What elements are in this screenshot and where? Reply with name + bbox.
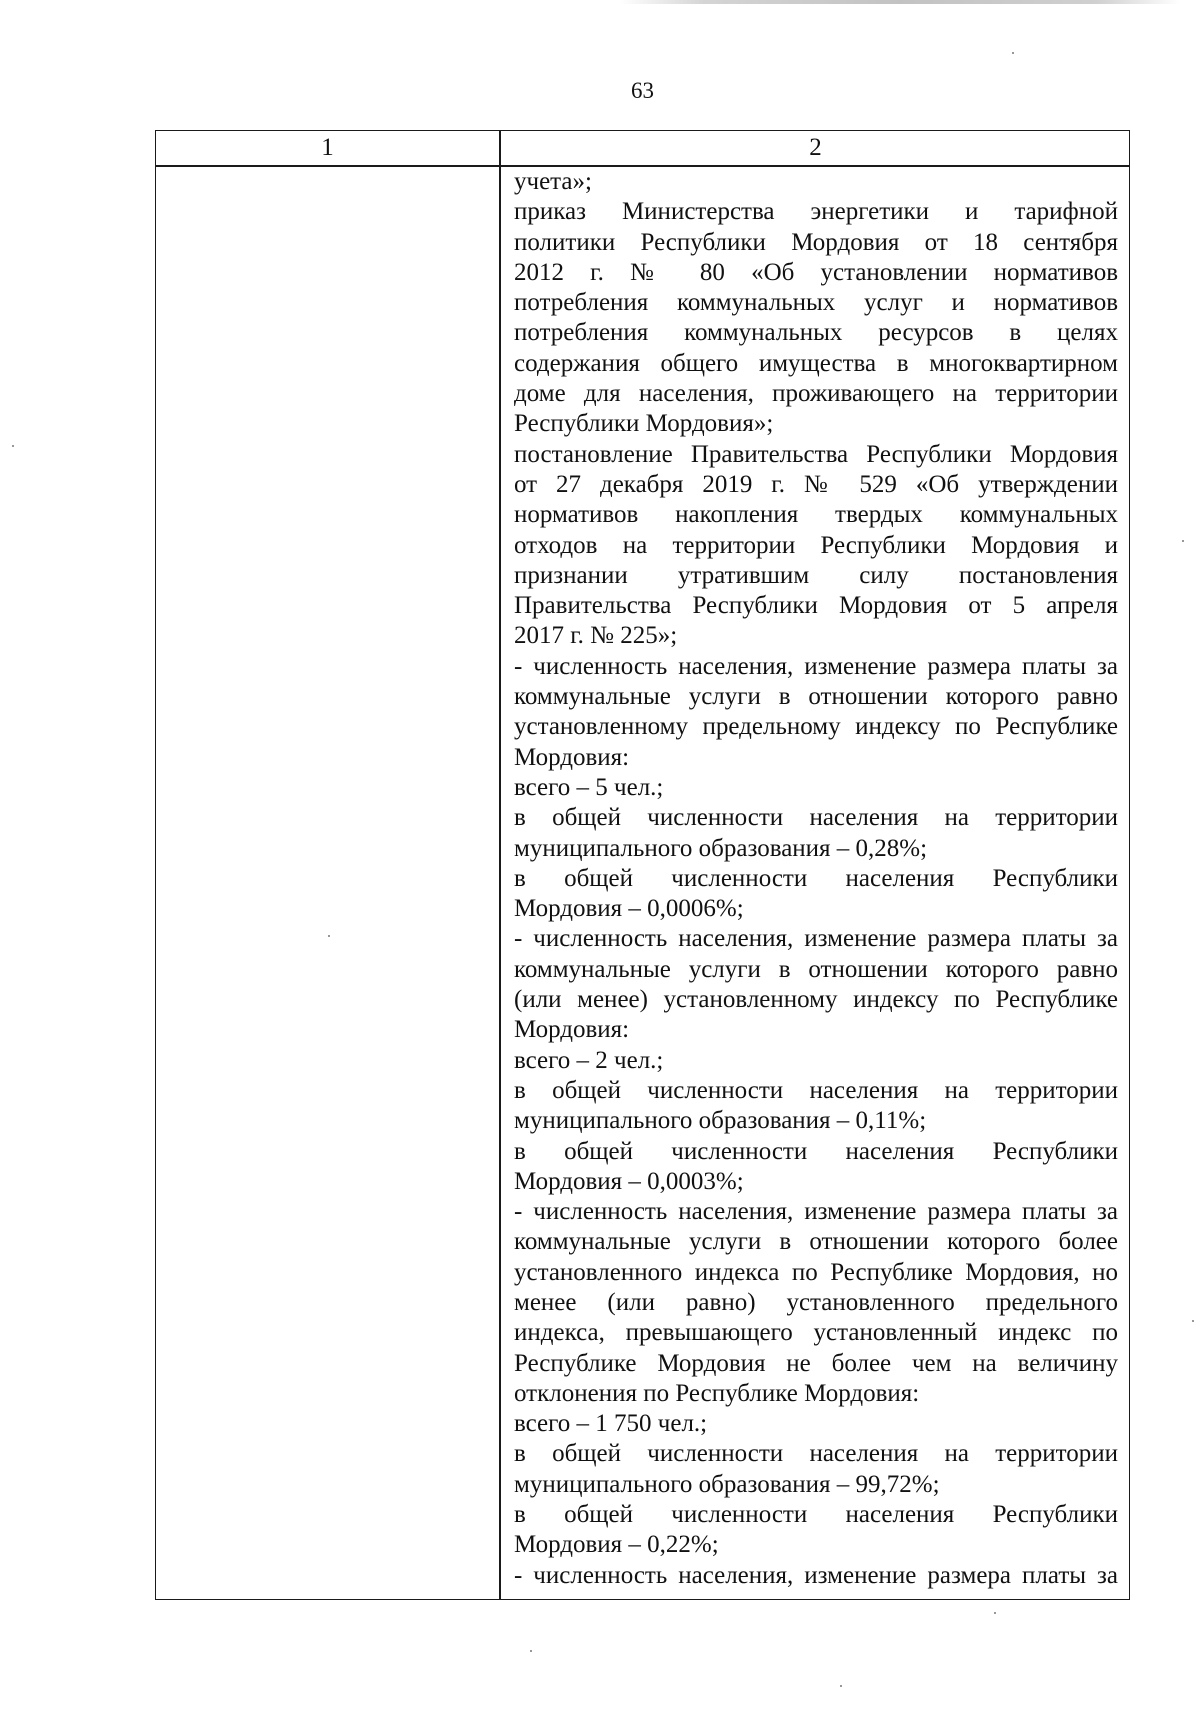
text-line: нормативов накопления твердых коммунальных — [514, 501, 1118, 529]
text-line: всего – 1 750 чел.; — [514, 1410, 708, 1438]
text-line: Правительства Республики Мордовия от 5 апреля — [514, 592, 1118, 620]
text-line: - численность населения, изменение размера платы за — [514, 925, 1118, 953]
table-cell-col-1 — [156, 167, 499, 1599]
text-line: муниципального образования – 99,72%; — [514, 1470, 940, 1498]
text-line: муниципального образования – 0,28%; — [514, 834, 928, 862]
text-line: - численность населения, изменение размера платы за — [514, 1561, 1118, 1589]
text-line: коммунальные услуги в отношении которого равно — [514, 683, 1118, 711]
text-line: Мордовия – 0,22%; — [514, 1531, 719, 1559]
table-cell-col-2 — [514, 167, 1118, 1599]
text-line: индекса, превышающего установленный индекс по — [514, 1319, 1118, 1347]
text-line: коммунальные услуги в отношении которого равно — [514, 955, 1118, 983]
text-line: Мордовия – 0,0003%; — [514, 1167, 744, 1195]
page-number: 63 — [631, 78, 654, 103]
text-line: отклонения по Республике Мордовия: — [514, 1379, 920, 1407]
text-line: потребления коммунальных услуг и нормативов — [514, 289, 1118, 317]
scan-speck — [12, 445, 14, 447]
scan-speck — [994, 1612, 996, 1614]
text-line: 2012 г. № 80 «Об установлении нормативов — [514, 258, 1118, 286]
text-line: менее (или равно) установленного предельного — [514, 1288, 1118, 1316]
text-line: в общей численности населения на территории — [514, 804, 1118, 832]
text-line: потребления коммунальных ресурсов в целях — [514, 319, 1118, 347]
text-line: Мордовия: — [514, 1016, 630, 1044]
text-line: постановление Правительства Республики Мордовия — [514, 440, 1118, 468]
scan-speck — [530, 1650, 532, 1652]
scan-speck — [1012, 52, 1014, 54]
text-line: содержания общего имущества в многоквартирном — [514, 349, 1118, 377]
table-header-col-2: 2 — [809, 134, 822, 161]
text-line: - численность населения, изменение размера платы за — [514, 652, 1118, 680]
text-line: в общей численности населения Республики — [514, 1137, 1118, 1165]
scan-speck — [328, 935, 330, 937]
text-line: в общей численности населения на территории — [514, 1440, 1118, 1468]
table-header-col-1: 1 — [321, 134, 334, 161]
text-line: установленному предельному индексу по Республике — [514, 713, 1118, 741]
text-line: - численность населения, изменение размера платы за — [514, 1198, 1118, 1226]
scan-speck — [840, 1685, 842, 1687]
text-line: (или менее) установленному индексу по Республике — [514, 986, 1118, 1014]
text-line: всего – 2 чел.; — [514, 1046, 664, 1074]
text-line: муниципального образования – 0,11%; — [514, 1107, 927, 1135]
text-line: коммунальные услуги в отношении которого более — [514, 1228, 1118, 1256]
text-line: в общей численности населения на территории — [514, 1076, 1118, 1104]
document-table — [155, 130, 1130, 1600]
text-line: установленного индекса по Республике Мордовия, но — [514, 1258, 1118, 1286]
text-line: в общей численности населения Республики — [514, 864, 1118, 892]
text-line: доме для населения, проживающего на территории — [514, 380, 1118, 408]
text-line: признании утратившим силу постановления — [514, 561, 1118, 589]
text-line: Республике Мордовия не более чем на величину — [514, 1349, 1118, 1377]
scan-speck — [1192, 1320, 1194, 1322]
text-line: 2017 г. № 225»; — [514, 622, 678, 650]
text-line: от 27 декабря 2019 г. № 529 «Об утверждении — [514, 470, 1118, 498]
text-line: политики Республики Мордовия от 18 сентября — [514, 228, 1118, 256]
text-line: Мордовия – 0,0006%; — [514, 895, 744, 923]
column-divider — [499, 131, 501, 1599]
text-line: приказ Министерства энергетики и тарифной — [514, 198, 1118, 226]
text-line: Республики Мордовия»; — [514, 410, 774, 438]
text-line: в общей численности населения Республики — [514, 1501, 1118, 1529]
text-line: Мордовия: — [514, 743, 630, 771]
scan-speck — [1182, 540, 1184, 542]
text-line: учета»; — [514, 168, 592, 195]
scan-top-edge — [620, 0, 1180, 4]
text-line: всего – 5 чел.; — [514, 773, 664, 801]
text-line: отходов на территории Республики Мордовия и — [514, 531, 1118, 559]
